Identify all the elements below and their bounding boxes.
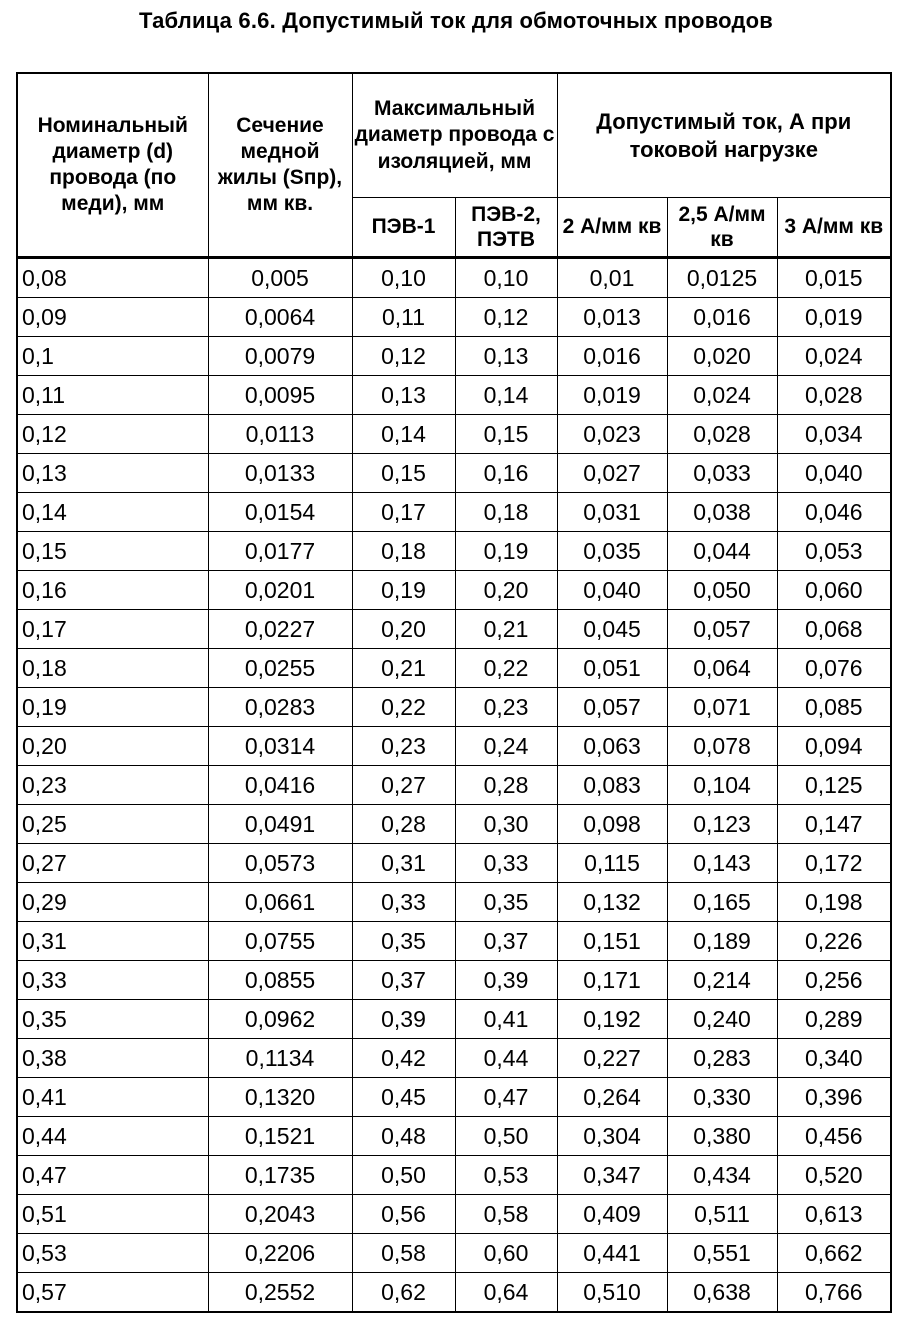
cell-current-2: 0,035 [557, 532, 667, 571]
cell-current-3: 0,198 [777, 883, 891, 922]
cell-section: 0,1521 [208, 1117, 352, 1156]
cell-current-2: 0,016 [557, 337, 667, 376]
cell-nominal-diameter: 0,19 [17, 688, 208, 727]
cell-section: 0,0255 [208, 649, 352, 688]
cell-pev1: 0,20 [352, 610, 455, 649]
cell-pev1: 0,45 [352, 1078, 455, 1117]
cell-nominal-diameter: 0,20 [17, 727, 208, 766]
cell-pev1: 0,22 [352, 688, 455, 727]
cell-pev2: 0,10 [455, 258, 557, 298]
table-header [17, 73, 891, 258]
cell-current-2: 0,040 [557, 571, 667, 610]
cell-current-3: 0,613 [777, 1195, 891, 1234]
cell-current-2-5: 0,078 [667, 727, 777, 766]
cell-current-3: 0,046 [777, 493, 891, 532]
cell-current-2-5: 0,0125 [667, 258, 777, 298]
table-row [17, 922, 891, 961]
cell-current-3: 0,456 [777, 1117, 891, 1156]
cell-pev2: 0,37 [455, 922, 557, 961]
cell-nominal-diameter: 0,57 [17, 1273, 208, 1313]
table-row [17, 1039, 891, 1078]
cell-pev2: 0,16 [455, 454, 557, 493]
table-body [17, 258, 891, 1313]
cell-current-2-5: 0,551 [667, 1234, 777, 1273]
cell-section: 0,2043 [208, 1195, 352, 1234]
header-pev2: ПЭВ-2, ПЭТВ [455, 198, 557, 258]
cell-pev2: 0,33 [455, 844, 557, 883]
cell-current-2-5: 0,214 [667, 961, 777, 1000]
cell-current-2-5: 0,033 [667, 454, 777, 493]
table-row [17, 1273, 891, 1313]
cell-pev1: 0,12 [352, 337, 455, 376]
table-row [17, 1078, 891, 1117]
cell-section: 0,1134 [208, 1039, 352, 1078]
cell-pev1: 0,35 [352, 922, 455, 961]
cell-current-2-5: 0,511 [667, 1195, 777, 1234]
table-row [17, 454, 891, 493]
cell-pev1: 0,10 [352, 258, 455, 298]
cell-current-2: 0,151 [557, 922, 667, 961]
cell-current-2-5: 0,283 [667, 1039, 777, 1078]
cell-pev2: 0,21 [455, 610, 557, 649]
cell-pev1: 0,13 [352, 376, 455, 415]
cell-current-3: 0,172 [777, 844, 891, 883]
cell-current-2-5: 0,064 [667, 649, 777, 688]
cell-current-2-5: 0,143 [667, 844, 777, 883]
cell-section: 0,0064 [208, 298, 352, 337]
cell-current-2-5: 0,189 [667, 922, 777, 961]
cell-nominal-diameter: 0,08 [17, 258, 208, 298]
cell-pev1: 0,27 [352, 766, 455, 805]
cell-nominal-diameter: 0,13 [17, 454, 208, 493]
cell-pev2: 0,47 [455, 1078, 557, 1117]
cell-pev1: 0,21 [352, 649, 455, 688]
table-row [17, 1234, 891, 1273]
cell-pev1: 0,28 [352, 805, 455, 844]
cell-pev1: 0,42 [352, 1039, 455, 1078]
cell-current-2: 0,045 [557, 610, 667, 649]
cell-current-3: 0,340 [777, 1039, 891, 1078]
cell-nominal-diameter: 0,1 [17, 337, 208, 376]
cell-pev1: 0,17 [352, 493, 455, 532]
cell-nominal-diameter: 0,15 [17, 532, 208, 571]
cell-current-3: 0,060 [777, 571, 891, 610]
cell-pev1: 0,37 [352, 961, 455, 1000]
header-allowed-current: Допустимый ток, А при токовой нагрузке [557, 73, 891, 198]
cell-pev1: 0,31 [352, 844, 455, 883]
cell-nominal-diameter: 0,47 [17, 1156, 208, 1195]
cell-current-3: 0,028 [777, 376, 891, 415]
cell-current-3: 0,289 [777, 1000, 891, 1039]
cell-pev2: 0,58 [455, 1195, 557, 1234]
cell-current-3: 0,076 [777, 649, 891, 688]
cell-pev2: 0,28 [455, 766, 557, 805]
cell-nominal-diameter: 0,27 [17, 844, 208, 883]
cell-current-2: 0,031 [557, 493, 667, 532]
cell-pev2: 0,20 [455, 571, 557, 610]
cell-current-2: 0,132 [557, 883, 667, 922]
cell-section: 0,0962 [208, 1000, 352, 1039]
cell-nominal-diameter: 0,17 [17, 610, 208, 649]
cell-current-2: 0,115 [557, 844, 667, 883]
cell-section: 0,2206 [208, 1234, 352, 1273]
table-row [17, 610, 891, 649]
cell-nominal-diameter: 0,16 [17, 571, 208, 610]
cell-current-3: 0,520 [777, 1156, 891, 1195]
table-row [17, 376, 891, 415]
cell-current-3: 0,125 [777, 766, 891, 805]
cell-section: 0,1735 [208, 1156, 352, 1195]
cell-pev2: 0,18 [455, 493, 557, 532]
cell-current-3: 0,024 [777, 337, 891, 376]
cell-pev2: 0,23 [455, 688, 557, 727]
cell-section: 0,0283 [208, 688, 352, 727]
cell-current-2-5: 0,020 [667, 337, 777, 376]
cell-section: 0,0416 [208, 766, 352, 805]
cell-current-3: 0,256 [777, 961, 891, 1000]
cell-current-2: 0,264 [557, 1078, 667, 1117]
cell-current-2-5: 0,038 [667, 493, 777, 532]
cell-pev1: 0,56 [352, 1195, 455, 1234]
cell-current-2: 0,304 [557, 1117, 667, 1156]
cell-nominal-diameter: 0,29 [17, 883, 208, 922]
header-section: Сечение медной жилы (Sпр), мм кв. [208, 73, 352, 258]
cell-pev1: 0,58 [352, 1234, 455, 1273]
cell-section: 0,0573 [208, 844, 352, 883]
cell-current-3: 0,226 [777, 922, 891, 961]
cell-current-3: 0,085 [777, 688, 891, 727]
cell-nominal-diameter: 0,53 [17, 1234, 208, 1273]
cell-current-3: 0,019 [777, 298, 891, 337]
cell-nominal-diameter: 0,18 [17, 649, 208, 688]
cell-current-2: 0,057 [557, 688, 667, 727]
cell-pev2: 0,44 [455, 1039, 557, 1078]
cell-pev2: 0,14 [455, 376, 557, 415]
cell-current-2: 0,227 [557, 1039, 667, 1078]
table-row [17, 1117, 891, 1156]
cell-current-3: 0,040 [777, 454, 891, 493]
cell-nominal-diameter: 0,51 [17, 1195, 208, 1234]
cell-current-2: 0,023 [557, 415, 667, 454]
cell-current-2-5: 0,016 [667, 298, 777, 337]
cell-nominal-diameter: 0,11 [17, 376, 208, 415]
cell-pev2: 0,24 [455, 727, 557, 766]
cell-section: 0,0079 [208, 337, 352, 376]
table-row [17, 883, 891, 922]
cell-current-2: 0,098 [557, 805, 667, 844]
cell-pev1: 0,39 [352, 1000, 455, 1039]
cell-pev1: 0,11 [352, 298, 455, 337]
table-row [17, 805, 891, 844]
cell-current-3: 0,034 [777, 415, 891, 454]
cell-current-2: 0,409 [557, 1195, 667, 1234]
cell-pev2: 0,35 [455, 883, 557, 922]
cell-section: 0,0133 [208, 454, 352, 493]
table-row [17, 766, 891, 805]
table-row [17, 571, 891, 610]
table-row [17, 727, 891, 766]
cell-section: 0,005 [208, 258, 352, 298]
cell-section: 0,1320 [208, 1078, 352, 1117]
cell-pev2: 0,15 [455, 415, 557, 454]
table-row [17, 493, 891, 532]
header-load-3: 3 А/мм кв [777, 198, 891, 258]
cell-section: 0,0177 [208, 532, 352, 571]
cell-current-3: 0,094 [777, 727, 891, 766]
cell-nominal-diameter: 0,33 [17, 961, 208, 1000]
table-row [17, 844, 891, 883]
cell-current-2: 0,171 [557, 961, 667, 1000]
cell-current-2: 0,027 [557, 454, 667, 493]
cell-current-2: 0,510 [557, 1273, 667, 1313]
cell-section: 0,0491 [208, 805, 352, 844]
cell-current-3: 0,662 [777, 1234, 891, 1273]
cell-nominal-diameter: 0,38 [17, 1039, 208, 1078]
cell-nominal-diameter: 0,31 [17, 922, 208, 961]
table-row [17, 1156, 891, 1195]
cell-current-2: 0,019 [557, 376, 667, 415]
cell-pev2: 0,50 [455, 1117, 557, 1156]
cell-section: 0,0113 [208, 415, 352, 454]
cell-current-2-5: 0,330 [667, 1078, 777, 1117]
table-row [17, 1000, 891, 1039]
cell-current-2-5: 0,044 [667, 532, 777, 571]
cell-pev1: 0,33 [352, 883, 455, 922]
cell-current-2-5: 0,104 [667, 766, 777, 805]
cell-current-2: 0,013 [557, 298, 667, 337]
cell-current-2-5: 0,380 [667, 1117, 777, 1156]
cell-pev1: 0,48 [352, 1117, 455, 1156]
table-row [17, 649, 891, 688]
header-load-2: 2 А/мм кв [557, 198, 667, 258]
cell-current-3: 0,068 [777, 610, 891, 649]
cell-nominal-diameter: 0,25 [17, 805, 208, 844]
cell-current-3: 0,147 [777, 805, 891, 844]
cell-current-2-5: 0,165 [667, 883, 777, 922]
cell-nominal-diameter: 0,44 [17, 1117, 208, 1156]
cell-pev2: 0,22 [455, 649, 557, 688]
page-title: Таблица 6.6. Допустимый ток для обмоточных проводов [139, 8, 773, 33]
cell-current-2: 0,347 [557, 1156, 667, 1195]
cell-pev2: 0,41 [455, 1000, 557, 1039]
cell-current-2-5: 0,638 [667, 1273, 777, 1313]
header-pev1: ПЭВ-1 [352, 198, 455, 258]
cell-current-3: 0,015 [777, 258, 891, 298]
header-load-2-5: 2,5 А/мм кв [667, 198, 777, 258]
cell-current-2-5: 0,024 [667, 376, 777, 415]
table-row [17, 298, 891, 337]
cell-pev2: 0,53 [455, 1156, 557, 1195]
cell-pev1: 0,23 [352, 727, 455, 766]
cell-pev2: 0,12 [455, 298, 557, 337]
cell-current-2-5: 0,071 [667, 688, 777, 727]
cell-section: 0,0095 [208, 376, 352, 415]
cell-section: 0,0855 [208, 961, 352, 1000]
cell-current-2: 0,01 [557, 258, 667, 298]
wire-current-table [16, 72, 892, 1313]
table-row [17, 258, 891, 298]
cell-pev2: 0,39 [455, 961, 557, 1000]
cell-nominal-diameter: 0,12 [17, 415, 208, 454]
table-row [17, 415, 891, 454]
cell-pev2: 0,30 [455, 805, 557, 844]
cell-pev2: 0,64 [455, 1273, 557, 1313]
cell-nominal-diameter: 0,09 [17, 298, 208, 337]
cell-pev1: 0,18 [352, 532, 455, 571]
cell-pev1: 0,15 [352, 454, 455, 493]
cell-current-2: 0,051 [557, 649, 667, 688]
table-row [17, 961, 891, 1000]
cell-section: 0,0755 [208, 922, 352, 961]
cell-pev1: 0,62 [352, 1273, 455, 1313]
table-row [17, 688, 891, 727]
table-row [17, 532, 891, 571]
cell-current-2: 0,063 [557, 727, 667, 766]
table-row [17, 337, 891, 376]
cell-current-2-5: 0,050 [667, 571, 777, 610]
cell-current-2: 0,083 [557, 766, 667, 805]
cell-pev2: 0,13 [455, 337, 557, 376]
cell-current-2-5: 0,434 [667, 1156, 777, 1195]
cell-current-3: 0,396 [777, 1078, 891, 1117]
cell-current-2: 0,192 [557, 1000, 667, 1039]
table-row [17, 1195, 891, 1234]
cell-section: 0,0661 [208, 883, 352, 922]
cell-current-2-5: 0,123 [667, 805, 777, 844]
header-nominal-diameter: Номинальный диаметр (d) провода (по меди), мм [17, 73, 208, 258]
cell-nominal-diameter: 0,14 [17, 493, 208, 532]
cell-section: 0,2552 [208, 1273, 352, 1313]
cell-current-2-5: 0,240 [667, 1000, 777, 1039]
cell-current-3: 0,766 [777, 1273, 891, 1313]
header-max-diameter: Максимальный диаметр провода с изоляцией, мм [352, 73, 557, 198]
cell-nominal-diameter: 0,41 [17, 1078, 208, 1117]
cell-pev1: 0,14 [352, 415, 455, 454]
cell-pev1: 0,50 [352, 1156, 455, 1195]
cell-section: 0,0154 [208, 493, 352, 532]
cell-current-3: 0,053 [777, 532, 891, 571]
cell-current-2-5: 0,057 [667, 610, 777, 649]
cell-nominal-diameter: 0,23 [17, 766, 208, 805]
cell-current-2: 0,441 [557, 1234, 667, 1273]
cell-section: 0,0227 [208, 610, 352, 649]
cell-section: 0,0314 [208, 727, 352, 766]
cell-pev2: 0,60 [455, 1234, 557, 1273]
cell-pev2: 0,19 [455, 532, 557, 571]
cell-section: 0,0201 [208, 571, 352, 610]
cell-current-2-5: 0,028 [667, 415, 777, 454]
cell-pev1: 0,19 [352, 571, 455, 610]
cell-nominal-diameter: 0,35 [17, 1000, 208, 1039]
